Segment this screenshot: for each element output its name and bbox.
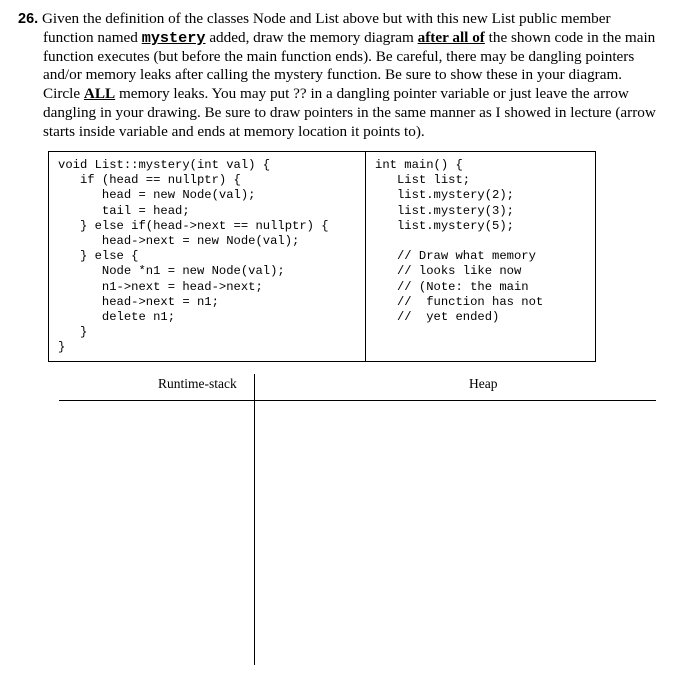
question-line-5: Circle ALL memory leaks. You may put ?? in a dangling pointer variable or just leave the arrow xyxy=(43,85,629,103)
code-line: // (Note: the main xyxy=(375,279,529,294)
main-function-code xyxy=(366,152,595,361)
question-line-2: function named mystery added, draw the memory diagram after all of the shown code in the main xyxy=(43,28,656,47)
code-line: } xyxy=(58,325,88,340)
code-line: // yet ended) xyxy=(375,309,500,324)
question-line-3: function executes (but before the main function ends). Be careful, there may be dangling pointers xyxy=(43,47,635,65)
code-line xyxy=(375,234,595,249)
question-line-1: 26. Given the definition of the classes Node and List above but with this new List public member xyxy=(18,10,611,27)
code-line: list.mystery(2); xyxy=(375,188,514,203)
question-line-7: starts inside variable and ends at memory location it points to). xyxy=(43,122,425,140)
emphasis-after-all-of: after all of xyxy=(417,28,485,46)
code-line: head->next = n1; xyxy=(58,294,219,309)
question-number: 26. xyxy=(18,11,39,27)
diagram-vertical-divider xyxy=(254,374,255,665)
code-line: if (head == nullptr) { xyxy=(58,173,241,188)
code-line: tail = head; xyxy=(58,203,190,218)
code-line: } else { xyxy=(58,249,139,264)
heap-label: Heap xyxy=(469,376,498,391)
code-line: } else if(head->next == nullptr) { xyxy=(58,218,329,233)
question-line-4: and/or memory leaks after calling the mystery function. Be sure to show these in your diagram. xyxy=(43,66,623,84)
code-line: // looks like now xyxy=(375,264,522,279)
code-line: n1->next = head->next; xyxy=(58,279,263,294)
emphasis-all: ALL xyxy=(83,85,116,103)
code-line: head = new Node(val); xyxy=(58,188,256,203)
code-line: Node *n1 = new Node(val); xyxy=(58,264,285,279)
mystery-function-code xyxy=(49,152,366,361)
function-name-mystery: mystery xyxy=(141,28,206,47)
question-line-6: dangling in your drawing. Be sure to draw pointers in the same manner as I showed in lecture (arrow xyxy=(43,103,656,121)
code-line: delete n1; xyxy=(58,309,176,324)
code-line: List list; xyxy=(375,173,471,188)
code-line: // Draw what memory xyxy=(375,249,536,264)
code-line: list.mystery(5); xyxy=(375,218,514,233)
code-line: list.mystery(3); xyxy=(375,203,514,218)
code-line: void List::mystery(int val) { xyxy=(58,158,271,172)
code-table xyxy=(48,151,596,362)
code-line: head->next = new Node(val); xyxy=(58,233,300,248)
code-line: int main() { xyxy=(375,158,463,172)
question-text xyxy=(18,10,690,142)
diagram-horizontal-divider xyxy=(59,400,656,401)
runtime-stack-label: Runtime-stack xyxy=(158,376,237,391)
code-line: } xyxy=(58,340,66,355)
code-line: // function has not xyxy=(375,294,544,309)
